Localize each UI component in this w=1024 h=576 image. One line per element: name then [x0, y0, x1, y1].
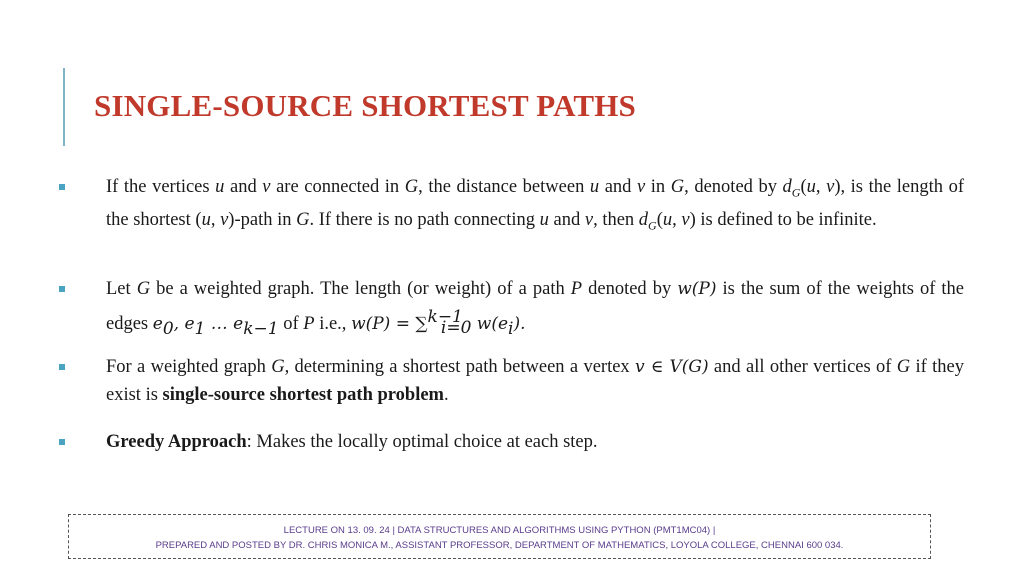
bullet-problem-definition: For a weighted graph G, determining a shortest path between a vertex v ∈ V(G) and all other vertices of G if they exist is single-source shortest path problem. [106, 354, 964, 409]
title-accent-bar [63, 68, 65, 146]
bullet-path-weight: Let G be a weighted graph. The length (or weight) of a path P denoted by w(P) is the sum of the weights of the edges $e_0$, $e_1$ … $e_{k-1}$ of P i.e., w(P) = ∑$^{k-1}_{i=0}$ $w(e_i)$. [106, 276, 964, 343]
square-bullet-icon [59, 364, 65, 370]
slide-title: SINGLE-SOURCE SHORTEST PATHS [94, 88, 636, 123]
footer-line-1: LECTURE ON 13. 09. 24 | DATA STRUCTURES AND ALGORITHMS USING PYTHON (PMT1MC04) | [283, 525, 716, 536]
square-bullet-icon [59, 184, 65, 190]
footer-credits [68, 514, 931, 559]
bullet-distance-definition: If the vertices u and v are connected in G, the distance between u and v in G, denoted by $d_G(u$, v), is the length of the shortest (u, v)-path in G. If there is no path connecting u and v, then $d_G(u$, v) is defined to be infinite. [106, 174, 964, 240]
square-bullet-icon [59, 286, 65, 292]
footer-line-2: PREPARED AND POSTED BY DR. CHRIS MONICA M., ASSISTANT PROFESSOR, DEPARTMENT OF MATHEMATICS, LOYOLA COLLEGE, CHENNAI 600 034. [155, 540, 844, 551]
bullet-greedy-approach: Greedy Approach: Makes the locally optimal choice at each step. [106, 429, 964, 457]
square-bullet-icon [59, 439, 65, 445]
